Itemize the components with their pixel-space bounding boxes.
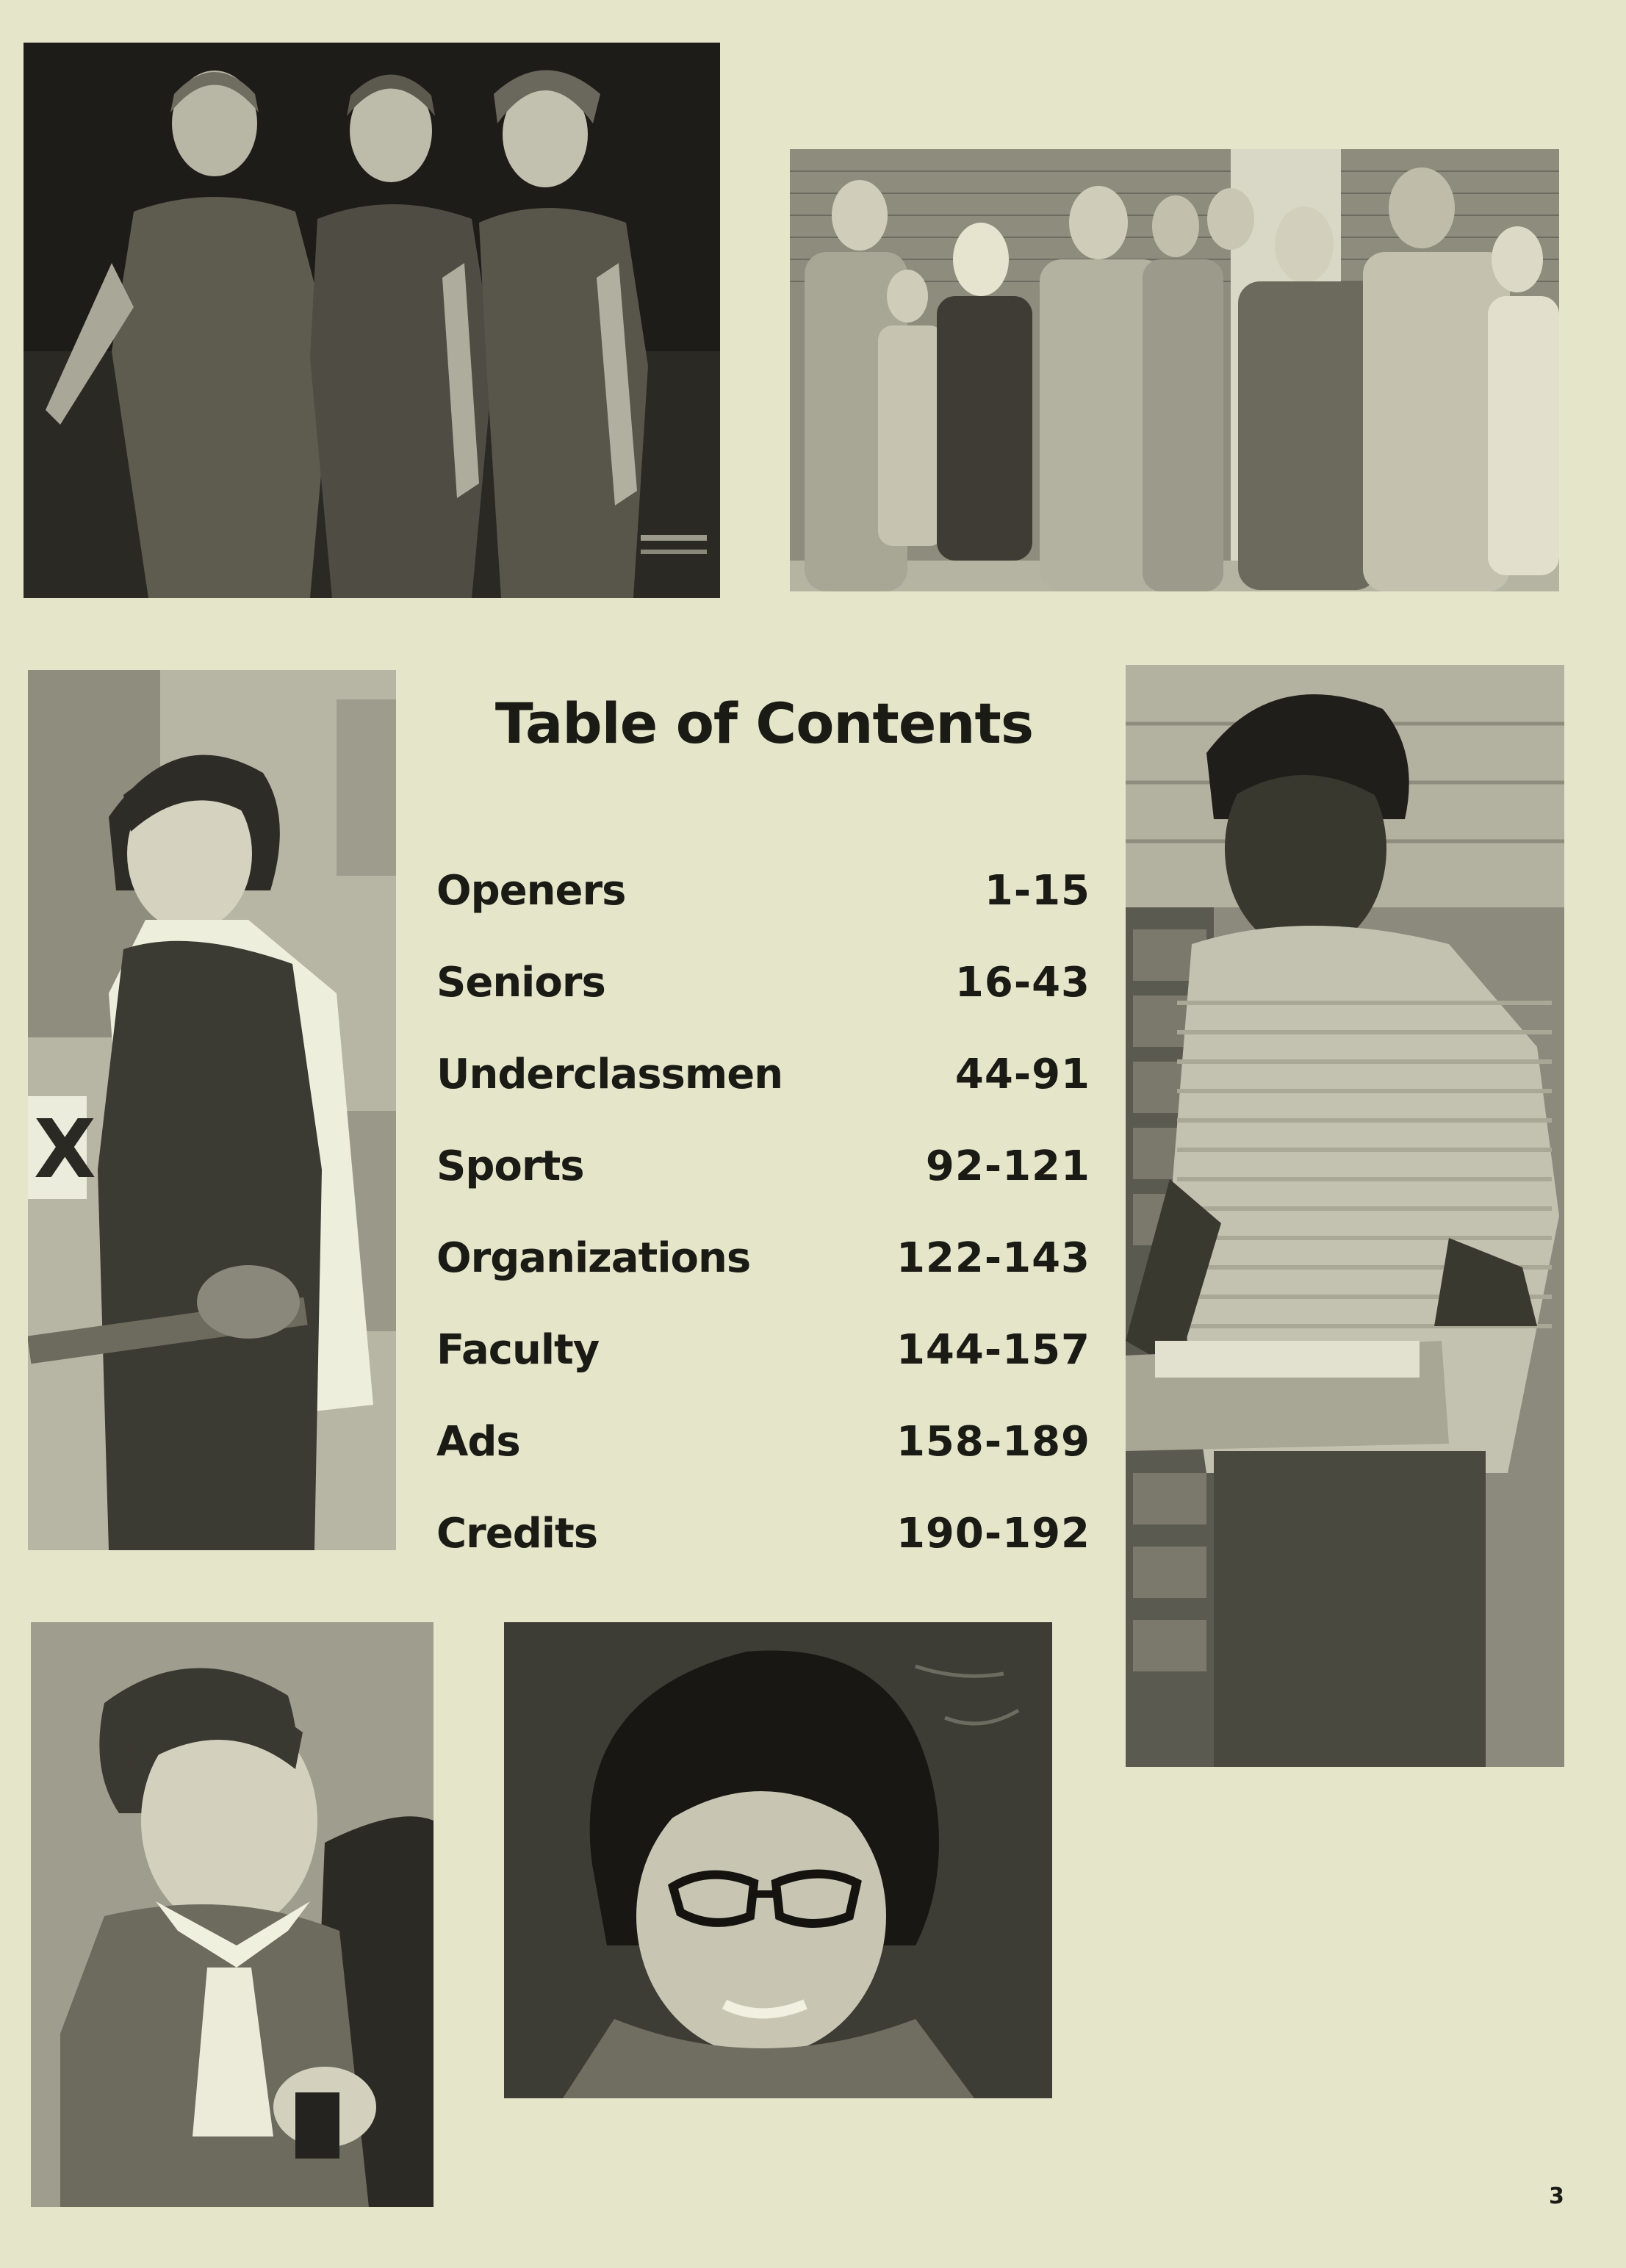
toc-entry-organizations	[436, 1212, 1090, 1304]
photo-smiling-girl	[31, 1622, 434, 2207]
toc-section-name: Openers	[436, 867, 626, 915]
toc-entry-ads	[436, 1396, 1090, 1488]
toc-section-name: Sports	[436, 1142, 584, 1190]
toc-section-name: Ads	[436, 1418, 520, 1466]
toc-page-range: 122-143	[896, 1234, 1090, 1282]
toc-title: Table of Contents	[494, 691, 1034, 756]
toc-list	[436, 845, 1090, 1580]
svg-text:X: X	[34, 1102, 96, 1196]
toc-entry-faculty	[436, 1304, 1090, 1396]
toc-page-range: 1-15	[984, 867, 1090, 915]
toc-page-range: 144-157	[896, 1326, 1090, 1374]
photo-woman-with-glasses	[504, 1622, 1052, 2098]
toc-entry-openers	[436, 845, 1090, 937]
toc-page-range: 158-189	[896, 1418, 1090, 1466]
toc-section-name: Organizations	[436, 1234, 751, 1282]
toc-entry-seniors	[436, 937, 1090, 1029]
toc-page-range: 190-192	[896, 1510, 1090, 1558]
photo-three-girls	[24, 43, 720, 598]
toc-section-name: Seniors	[436, 959, 605, 1007]
toc-page-range: 92-121	[925, 1142, 1090, 1190]
toc-entry-sports	[436, 1120, 1090, 1212]
photo-girl-with-guitar	[28, 670, 396, 1550]
toc-section-name: Credits	[436, 1510, 598, 1558]
toc-page-range: 44-91	[954, 1051, 1090, 1098]
toc-entry-credits	[436, 1488, 1090, 1580]
toc-section-name: Faculty	[436, 1326, 600, 1374]
photo-girl-at-card-catalog	[1126, 665, 1564, 1767]
photo-student-group	[790, 149, 1559, 591]
toc-entry-underclassmen	[436, 1029, 1090, 1120]
page-number: 3	[1549, 2184, 1564, 2209]
toc-page-range: 16-43	[954, 959, 1090, 1007]
toc-section-name: Underclassmen	[436, 1051, 783, 1098]
